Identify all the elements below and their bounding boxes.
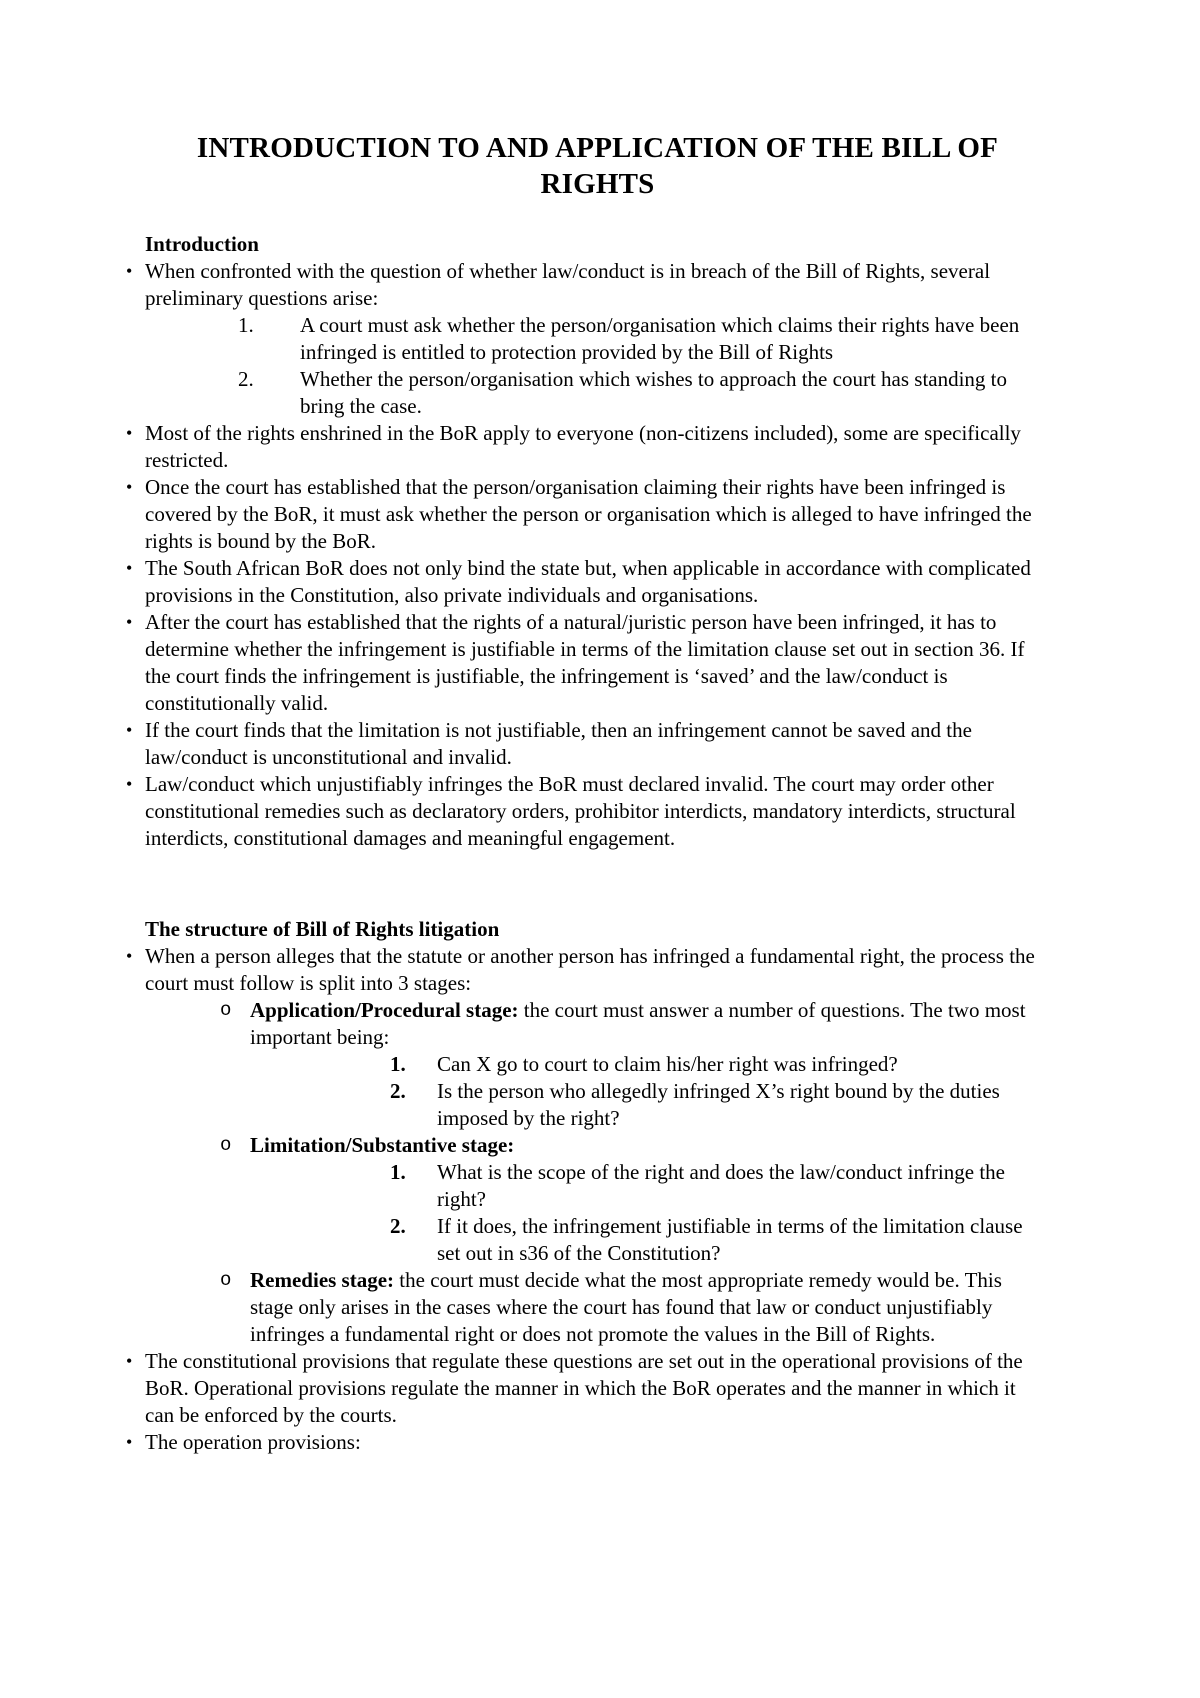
list-item-bullet	[126, 420, 1050, 474]
bullet-marker: •	[126, 477, 133, 497]
list-item-text: If it does, the infringement justifiable in terms of the limitation clause set out in s36 of the Constitution?	[437, 1214, 1023, 1265]
list-item-number	[145, 366, 1050, 420]
list-item-text: Most of the rights enshrined in the BoR apply to everyone (non-citizens included), some are specifically restricted.	[145, 421, 1021, 472]
number-marker: 1.	[390, 1052, 406, 1076]
list-item-bullet	[126, 717, 1050, 771]
section-heading-introduction: Introduction	[145, 232, 259, 256]
list-item-text: When a person alleges that the statute or another person has infringed a fundamental right, the process the court must follow is split into 3 stages:	[145, 944, 1035, 995]
list-item-bullet	[126, 1429, 1050, 1456]
list-item-text: What is the scope of the right and does the law/conduct infringe the right?	[437, 1160, 1005, 1211]
list-item-text: The constitutional provisions that regulate these questions are set out in the operational provisions of the BoR. Operational provisions regulate the manner in which the BoR operates and the manner in which it can be enforced by the courts.	[145, 1349, 1023, 1427]
section-structure-of-litigation	[126, 916, 1050, 1456]
number-marker: 2.	[390, 1079, 406, 1103]
stage-item-limitation	[145, 1132, 1050, 1159]
bullet-marker: •	[126, 261, 133, 281]
bullet-marker: •	[126, 612, 133, 632]
bullet-marker: •	[126, 720, 133, 740]
stage-question	[145, 1051, 1050, 1078]
list-item-bullet	[126, 555, 1050, 609]
stage-question	[145, 1159, 1050, 1213]
stage-text: the court must answer a number of questions. The two most important being:	[250, 998, 1026, 1049]
stage-item-remedies	[145, 1267, 1050, 1348]
list-item-number	[145, 312, 1050, 366]
stage-label: Remedies stage:	[250, 1268, 395, 1292]
list-item-text: A court must ask whether the person/organisation which claims their rights have been infringed is entitled to protection provided by the Bill of Rights	[300, 313, 1020, 364]
circle-marker: o	[220, 1269, 232, 1291]
number-marker: 2.	[390, 1214, 406, 1238]
list-item-bullet	[126, 771, 1050, 852]
bullet-marker: •	[126, 423, 133, 443]
number-marker: 2.	[238, 367, 254, 391]
list-item-bullet	[126, 1348, 1050, 1429]
list-item-text: Whether the person/organisation which wishes to approach the court has standing to bring the case.	[300, 367, 1008, 418]
list-item-text: When confronted with the question of whether law/conduct is in breach of the Bill of Rights, several preliminary questions arise:	[145, 259, 991, 310]
list-item-bullet	[126, 609, 1050, 717]
list-item-text: Can X go to court to claim his/her right was infringed?	[437, 1052, 898, 1076]
stage-label: Limitation/Substantive stage:	[250, 1133, 515, 1157]
document-title: INTRODUCTION TO AND APPLICATION OF THE BILL OF RIGHTS	[196, 132, 999, 200]
list-item-text: If the court finds that the limitation is not justifiable, then an infringement cannot be saved and the law/conduct is unconstitutional and invalid.	[145, 718, 972, 769]
number-marker: 1.	[238, 313, 254, 337]
list-item-text: After the court has established that the rights of a natural/juristic person have been infringed, it has to determine whether the infringement is justifiable in terms of the limitation clause set out in section 36. If the court finds the infringement is justifiable, the infringement is ‘saved’ and the law/conduct is constitutionally valid.	[145, 610, 1025, 715]
list-item-bullet	[126, 474, 1050, 555]
circle-marker: o	[220, 1134, 232, 1156]
bullet-marker: •	[126, 558, 133, 578]
list-item-text: The South African BoR does not only bind the state but, when applicable in accordance with complicated provisions in the Constitution, also private individuals and organisations.	[145, 556, 1031, 607]
stage-question	[145, 1078, 1050, 1132]
list-item-bullet	[126, 258, 1050, 312]
bullet-marker: •	[126, 946, 133, 966]
list-item-text: Law/conduct which unjustifiably infringes the BoR must declared invalid. The court may order other constitutional remedies such as declaratory orders, prohibitor interdicts, mandatory interdicts, structural interdicts, constitutional damages and meaningful engagement.	[145, 772, 1016, 850]
stage-label: Application/Procedural stage:	[250, 998, 519, 1022]
list-item-text: The operation provisions:	[145, 1430, 361, 1454]
list-item-bullet	[126, 943, 1050, 997]
stage-text: the court must decide what the most appropriate remedy would be. This stage only arises in the cases where the court has found that law or conduct unjustifiably infringes a fundamental right or does not promote the values in the Bill of Rights.	[250, 1268, 1002, 1346]
circle-marker: o	[220, 999, 232, 1021]
bullet-marker: •	[126, 1432, 133, 1452]
list-item-text: Once the court has established that the person/organisation claiming their rights have been infringed is covered by the BoR, it must ask whether the person or organisation which is alleged to have infringed the rights is bound by the BoR.	[145, 475, 1032, 553]
bullet-marker: •	[126, 1351, 133, 1371]
bullet-marker: •	[126, 774, 133, 794]
section-introduction	[126, 231, 1050, 852]
list-item-text: Is the person who allegedly infringed X’s right bound by the duties imposed by the right?	[437, 1079, 1000, 1130]
section-heading-structure: The structure of Bill of Rights litigation	[145, 917, 500, 941]
stage-item-application	[145, 997, 1050, 1051]
number-marker: 1.	[390, 1160, 406, 1184]
stage-question	[145, 1213, 1050, 1267]
